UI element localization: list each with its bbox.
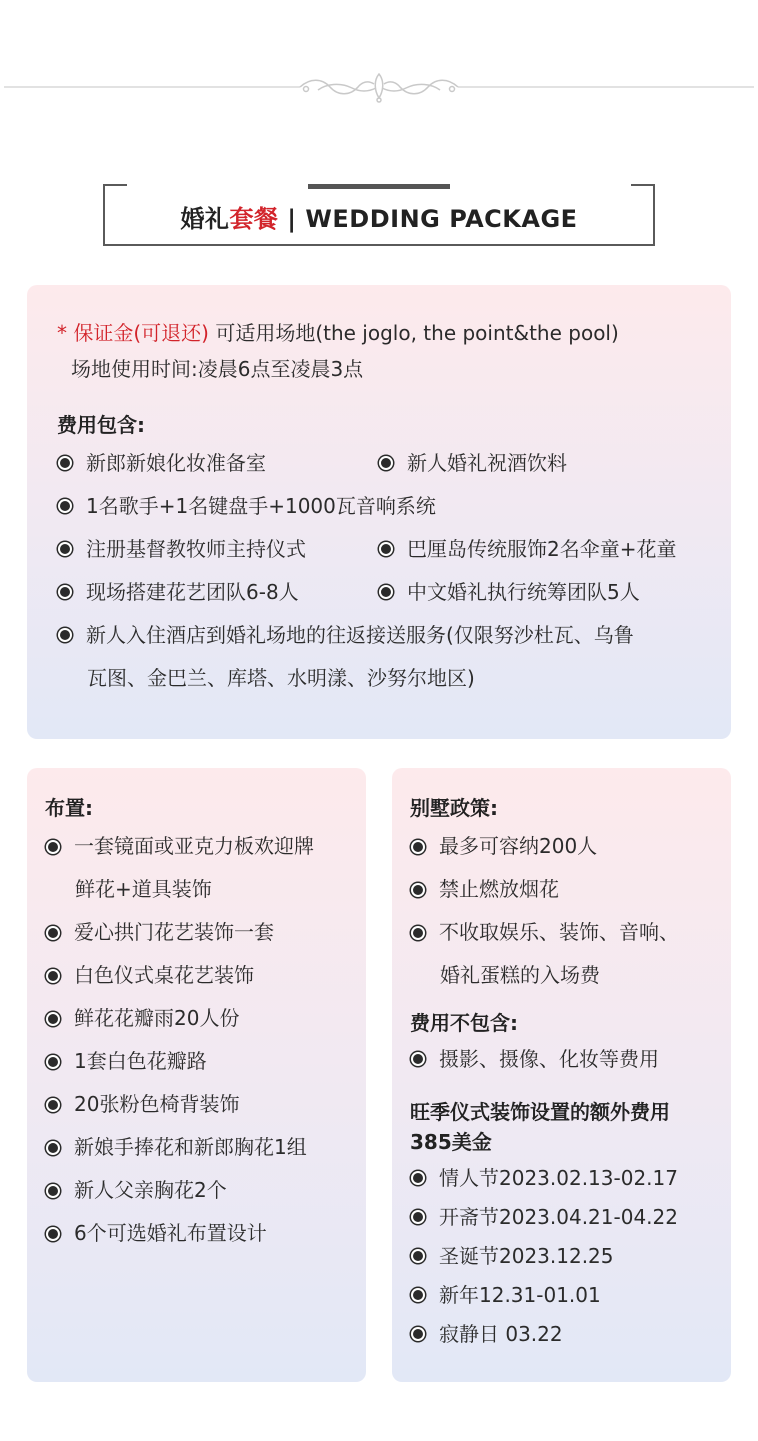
deposit-note [57,315,701,351]
included-row-3 [57,571,701,614]
list-item-text: 巴厘岛传统服饰2名伞童+花童 [407,537,677,561]
list-item-text: 现场搭建花艺团队6-8人 [86,580,299,604]
list-item [410,1315,731,1354]
bullet-icon [413,1173,423,1183]
list-item [45,1212,366,1255]
list-item-text: 爱心拱门花艺装饰一套 [74,920,274,944]
list-item-text: 新郎新娘化妆准备室 [86,451,266,475]
list-item [410,868,731,911]
list-item-text: 新年12.31-01.01 [439,1283,601,1307]
list-item [410,1159,731,1198]
title-en: WEDDING PACKAGE [305,205,578,233]
bullet-icon [413,842,423,852]
list-item [57,485,701,528]
list-item [410,825,731,868]
usage-time: 场地使用时间:凌晨6点至凌晨3点 [71,357,364,381]
bullet-icon [413,1054,423,1064]
list-item [410,1276,731,1315]
bullet-icon [381,587,391,597]
list-item-text: 摄影、摄像、化妆等费用 [439,1047,659,1071]
package-title-box [103,184,655,246]
list-item-text: 禁止燃放烟花 [439,877,559,901]
list-item-continuation: 鲜花+道具装饰 [75,877,212,901]
bullet-icon [381,544,391,554]
peak-fee-heading [410,1097,731,1157]
list-item [45,1169,366,1212]
bullet-icon [48,1100,58,1110]
policy-list [410,825,731,997]
included-heading: 费用包含: [57,413,145,437]
title-cn-part1: 婚礼 [180,205,230,233]
list-item [410,1038,731,1081]
list-item [45,997,366,1040]
bullet-icon [48,971,58,981]
list-item [45,825,366,868]
bullet-icon [48,1186,58,1196]
list-item [45,954,366,997]
list-item [57,614,701,657]
list-item [410,1198,731,1237]
list-item-text: 中文婚礼执行统筹团队5人 [407,580,640,604]
bullet-icon [60,458,70,468]
list-item-text: 鲜花花瓣雨20人份 [74,1006,240,1030]
policy-heading: 别墅政策: [410,796,498,820]
list-item-text: 寂静日 03.22 [439,1322,563,1346]
bullet-icon [48,1057,58,1067]
list-item-text: 圣诞节2023.12.25 [439,1244,614,1268]
list-item [57,442,378,485]
list-item-text: 最多可容纳200人 [439,834,598,858]
peak-fee-heading-line1: 旺季仪式装饰设置的额外费用 [410,1100,670,1124]
decoration-card [27,768,366,1382]
bullet-icon [413,1212,423,1222]
bullet-icon [413,1290,423,1300]
bullet-icon [48,1014,58,1024]
bullet-icon [48,928,58,938]
list-item-text: 1名歌手+1名键盘手+1000瓦音响系统 [86,494,436,518]
list-item [45,1040,366,1083]
list-item-text: 新人入住酒店到婚礼场地的往返接送服务(仅限努沙杜瓦、乌鲁 [86,623,634,647]
deposit-label: * 保证金(可退还) [57,321,209,345]
bullet-icon [413,885,423,895]
list-item-text: 情人节2023.02.13-02.17 [439,1166,678,1190]
bullet-icon [60,544,70,554]
ornament-divider [0,70,758,104]
decoration-heading: 布置: [45,796,93,820]
list-item-continuation: 瓦图、金巴兰、库塔、水明漾、沙努尔地区) [87,666,475,690]
bullet-icon [60,501,70,511]
peak-fee-amount: 385美金 [410,1130,492,1154]
page-title [103,199,655,234]
peak-date-list [410,1159,731,1354]
list-item [378,528,676,571]
list-item [45,911,366,954]
decoration-list [45,825,366,1255]
excluded-heading: 费用不包含: [410,1011,518,1035]
bullet-icon [48,1143,58,1153]
included-row-2 [57,528,701,571]
venue-note: 可适用场地(the joglo, the point&the pool) [208,321,619,345]
included-row-1 [57,442,701,485]
list-item-text: 注册基督教牧师主持仪式 [86,537,306,561]
title-separator: | [278,205,306,233]
bullet-icon [48,842,58,852]
package-info-card [27,285,731,739]
excluded-list [410,1038,731,1081]
title-frame-bottom [103,244,655,246]
list-item [45,1083,366,1126]
list-item-text: 新人父亲胸花2个 [74,1178,227,1202]
list-item [378,442,567,485]
list-item [45,1126,366,1169]
title-cn-part2: 套餐 [229,205,279,233]
list-item-text: 20张粉色椅背装饰 [74,1092,240,1116]
policy-card [392,768,731,1382]
list-item-text: 开斋节2023.04.21-04.22 [439,1205,678,1229]
list-item-text: 不收取娱乐、装饰、音响、 [439,920,679,944]
list-item [410,1237,731,1276]
list-item-text: 白色仪式桌花艺装饰 [74,963,254,987]
bullet-icon [60,587,70,597]
list-item [57,571,378,614]
list-item-continuation: 婚礼蛋糕的入场费 [440,963,600,987]
list-item-text: 一套镜面或亚克力板欢迎牌 [74,834,314,858]
list-item [57,528,378,571]
title-frame-top-bar [308,184,450,189]
list-item [410,911,731,954]
list-item-text: 6个可选婚礼布置设计 [74,1221,267,1245]
list-item-text: 新人婚礼祝酒饮料 [407,451,567,475]
bullet-icon [60,630,70,640]
bullet-icon [413,1251,423,1261]
bullet-icon [413,1329,423,1339]
list-item [378,571,640,614]
bullet-icon [413,928,423,938]
bullet-icon [48,1229,58,1239]
list-item-text: 1套白色花瓣路 [74,1049,207,1073]
list-item-text: 新娘手捧花和新郎胸花1组 [74,1135,307,1159]
bullet-icon [381,458,391,468]
